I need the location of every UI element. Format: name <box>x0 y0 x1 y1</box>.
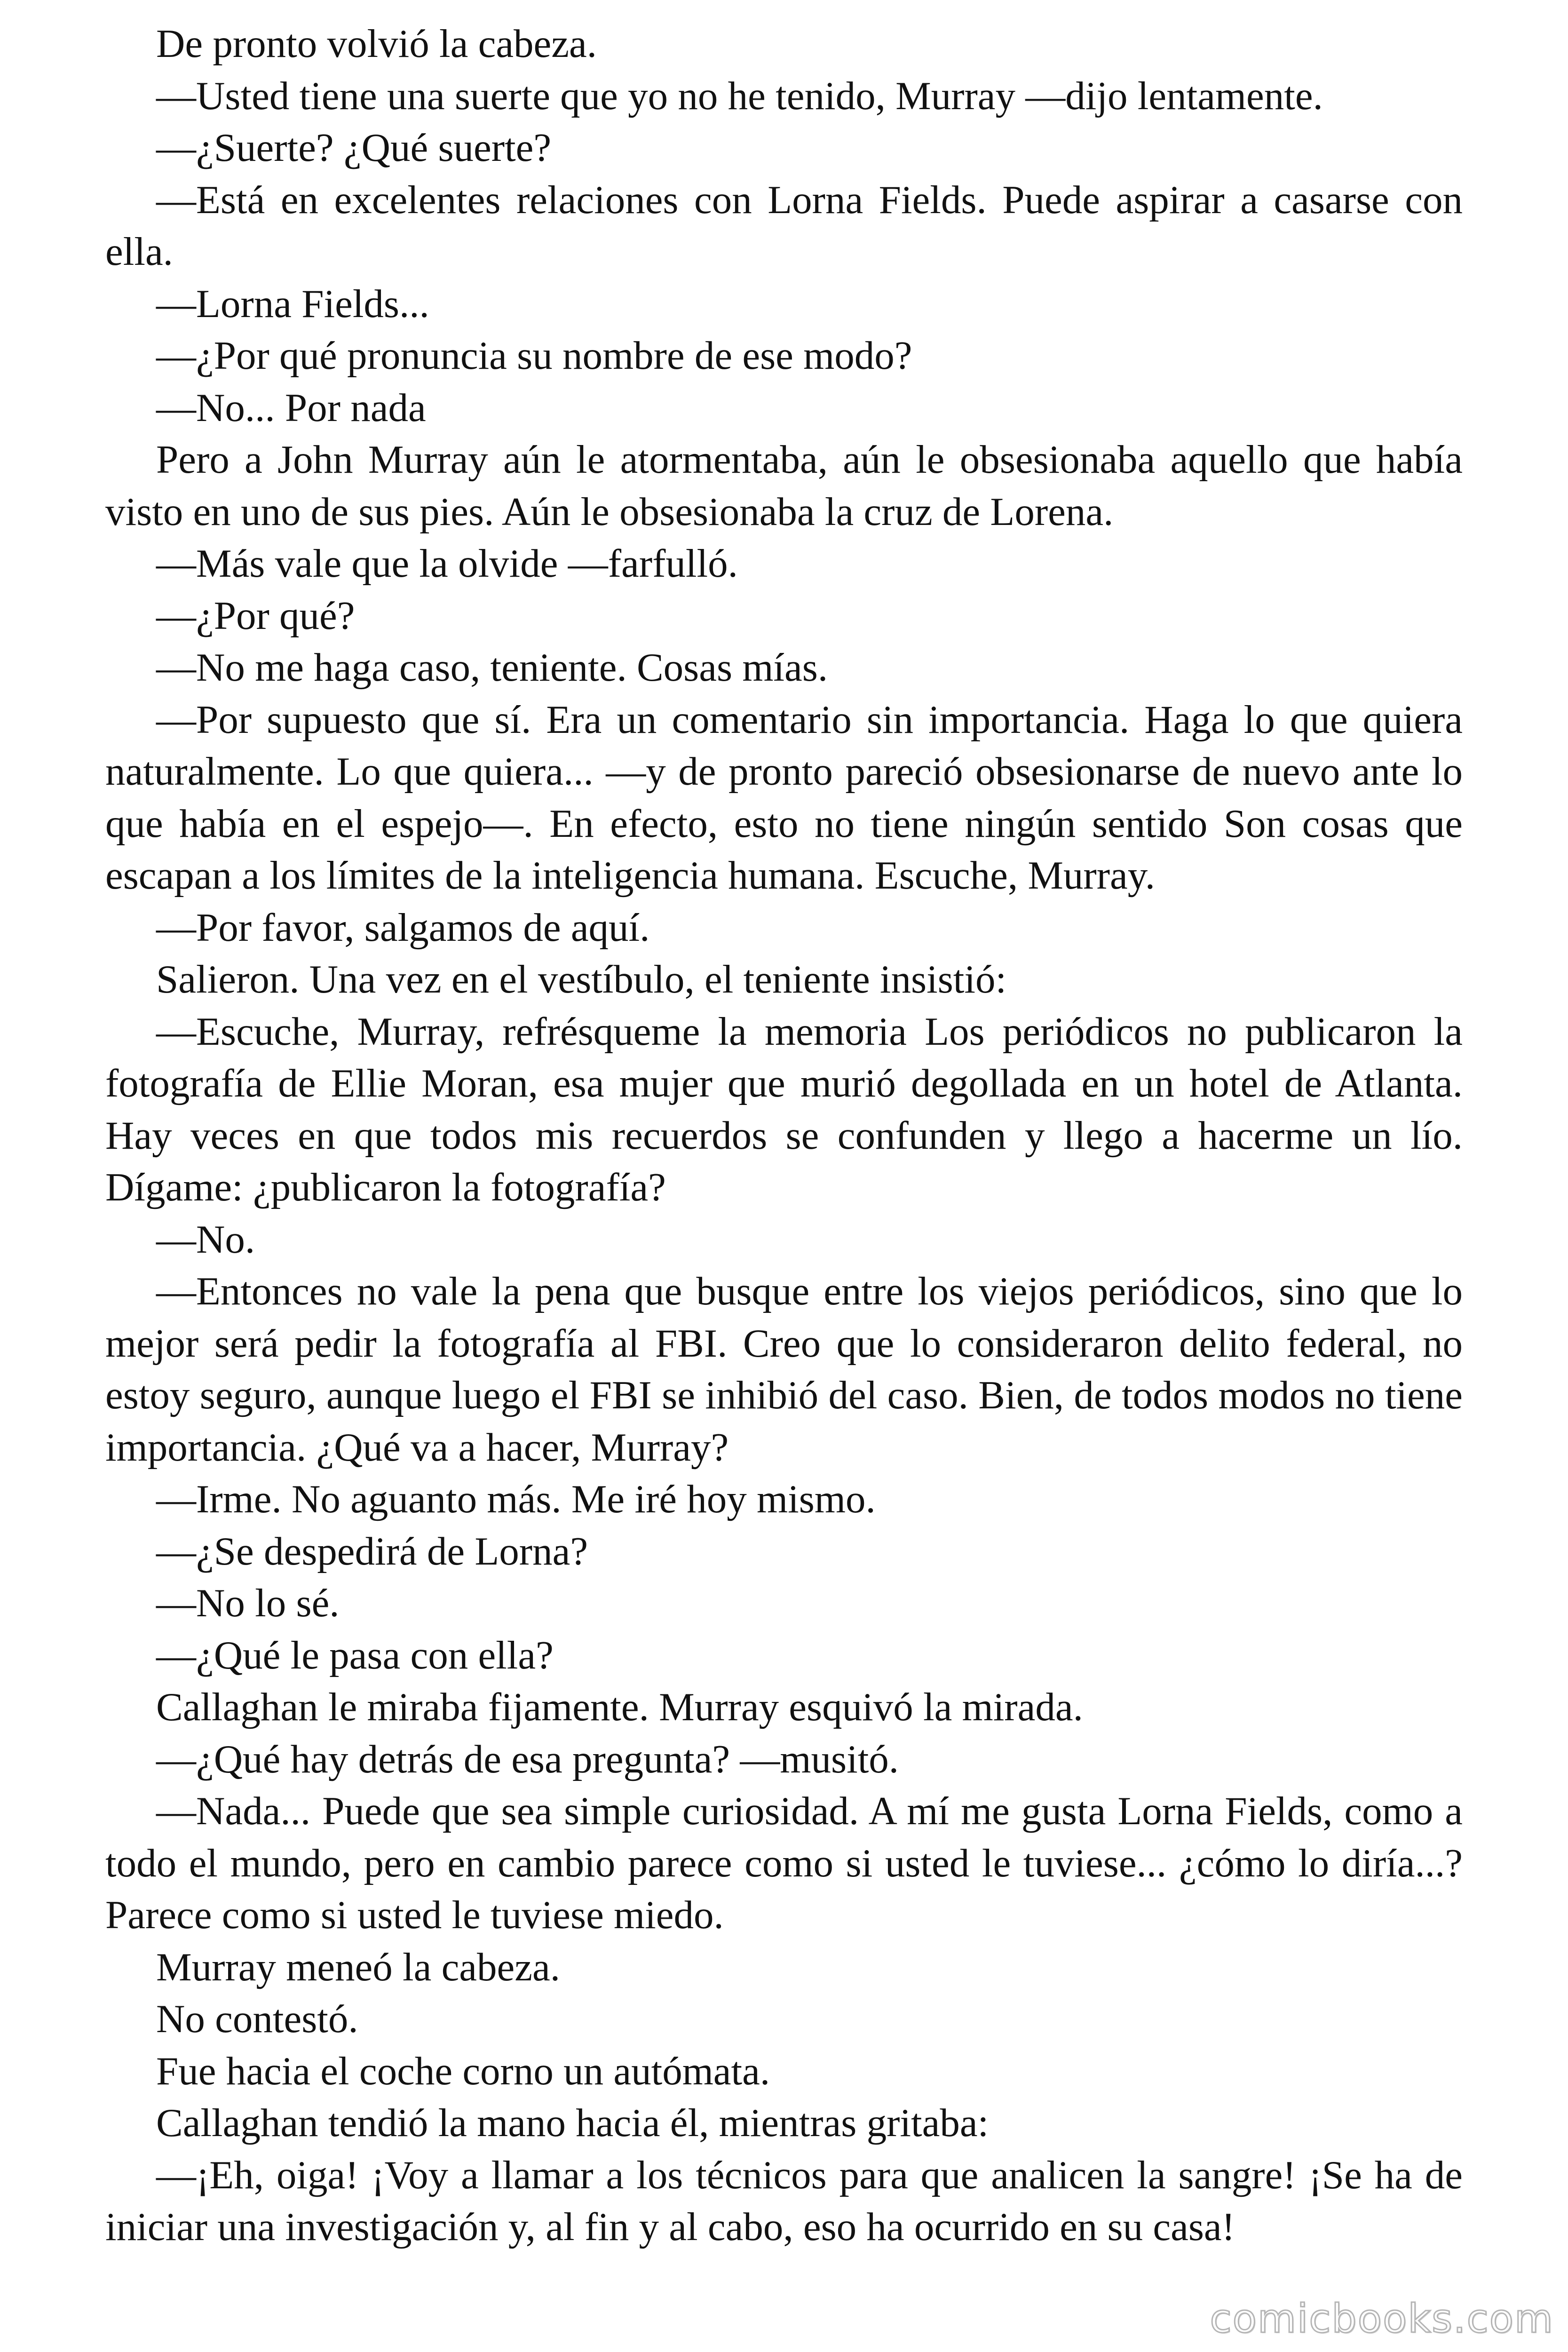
paragraph: De pronto volvió la cabeza. <box>156 22 597 66</box>
paragraph: —¿Por qué pronuncia su nombre de ese modo? <box>156 334 912 378</box>
paragraph: —¿Suerte? ¿Qué suerte? <box>156 126 552 170</box>
page-text <box>105 18 1463 2253</box>
paragraph: —¿Qué hay detrás de esa pregunta? —musitó. <box>156 1737 899 1781</box>
watermark: comicbooks.com <box>1210 2296 1554 2342</box>
paragraph: —Por supuesto que sí. Era un comentario sin importancia. Haga lo que quiera naturalmente. Lo que quiera... —y de pronto pareció obsesionarse de nuevo ante lo que había en el espejo—. En efecto, esto no tiene ningún sentido Son cosas que escapan a los límites de la inteligencia humana. Escuche, Murray. <box>105 697 1463 898</box>
paragraph: Callaghan tendió la mano hacia él, mientras gritaba: <box>156 2101 989 2145</box>
paragraph: —¿Por qué? <box>156 593 355 638</box>
paragraph: —No. <box>156 1217 255 1262</box>
paragraph: —Usted tiene una suerte que yo no he tenido, Murray —dijo lentamente. <box>156 73 1323 118</box>
paragraph: —Entonces no vale la pena que busque entre los viejos periódicos, sino que lo mejor será pedir la fotografía al FBI. Creo que lo consideraron delito federal, no estoy seguro, aunque luego el FBI se inhibió del caso. Bien, de todos modos no tiene importancia. ¿Qué va a hacer, Murray? <box>105 1269 1463 1470</box>
paragraph: —¿Qué le pasa con ella? <box>156 1633 554 1677</box>
paragraph: —Nada... Puede que sea simple curiosidad. A mí me gusta Lorna Fields, como a todo el mundo, pero en cambio parece como si usted le tuviese... ¿cómo lo diría...? Parece como si usted le tuviese miedo. <box>105 1789 1463 1937</box>
paragraph: Salieron. Una vez en el vestíbulo, el teniente insistió: <box>156 957 1007 1001</box>
paragraph: —Irme. No aguanto más. Me iré hoy mismo. <box>156 1477 876 1521</box>
paragraph: —Por favor, salgamos de aquí. <box>156 905 650 950</box>
paragraph: Murray meneó la cabeza. <box>156 1945 560 1989</box>
paragraph: Callaghan le miraba fijamente. Murray esquivó la mirada. <box>156 1685 1083 1729</box>
paragraph: —No... Por nada <box>156 385 426 430</box>
paragraph: —¿Se despedirá de Lorna? <box>156 1529 588 1573</box>
paragraph: No contestó. <box>156 1997 358 2041</box>
paragraph: —No me haga caso, teniente. Cosas mías. <box>156 645 828 690</box>
paragraph: —Lorna Fields... <box>156 281 429 326</box>
paragraph: Fue hacia el coche corno un autómata. <box>156 2049 770 2093</box>
paragraph: —No lo sé. <box>156 1581 340 1625</box>
paragraph: —Está en excelentes relaciones con Lorna Fields. Puede aspirar a casarse con ella. <box>105 177 1463 274</box>
paragraph: Pero a John Murray aún le atormentaba, aún le obsesionaba aquello que había visto en uno de sus pies. Aún le obsesionaba la cruz de Lorena. <box>105 437 1463 534</box>
paragraph: —Escuche, Murray, refrésqueme la memoria Los periódicos no publicaron la fotografía de Ellie Moran, esa mujer que murió degollada en un hotel de Atlanta. Hay veces en que todos mis recuerdos se confunden y llego a hacerme un lío. Dígame: ¿publicaron la fotografía? <box>105 1009 1463 1209</box>
paragraph: —¡Eh, oiga! ¡Voy a llamar a los técnicos para que analicen la sangre! ¡Se ha de iniciar una investigación y, al fin y al cabo, eso ha ocurrido en su casa! <box>105 2153 1463 2249</box>
paragraph: —Más vale que la olvide —farfulló. <box>156 541 738 586</box>
